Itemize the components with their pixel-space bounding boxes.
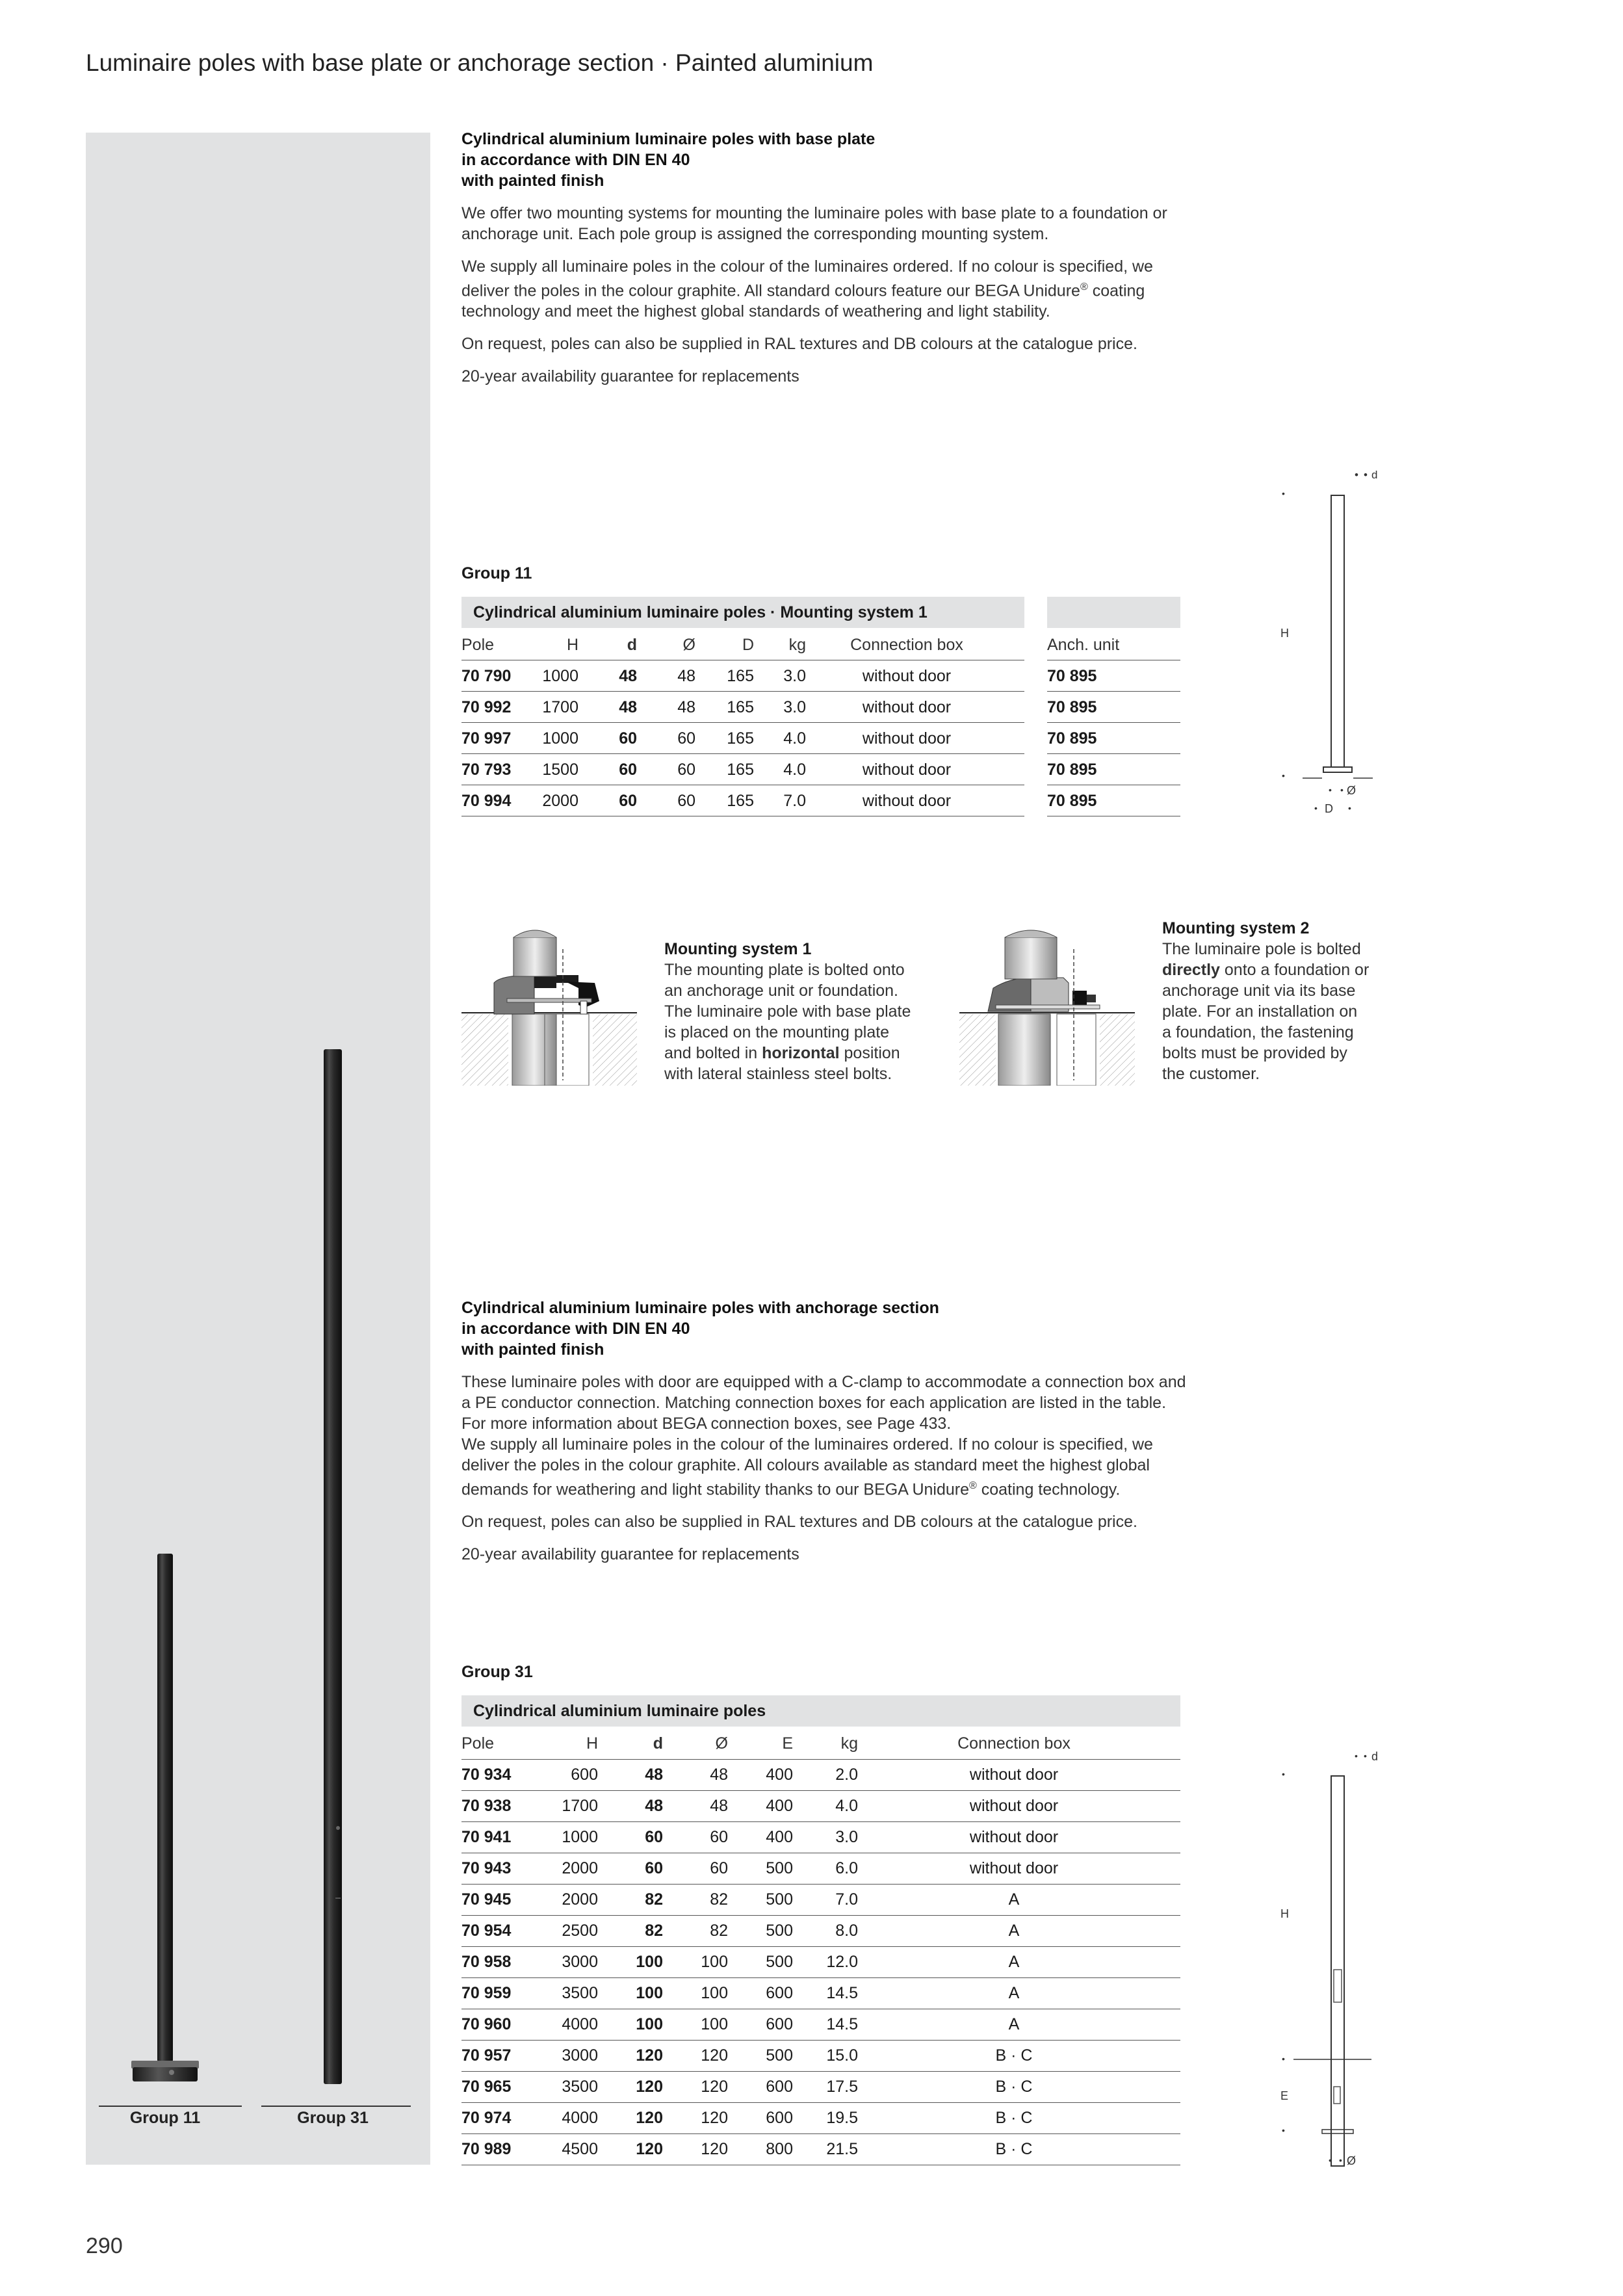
cell-e: E	[782, 1734, 793, 1753]
cell-box: without door	[862, 792, 952, 810]
cell-e: 500	[766, 1922, 793, 1940]
cell-D: 165	[727, 761, 754, 779]
table-row	[461, 723, 1180, 754]
section1-heading: Cylindrical aluminium luminaire poles with base plate in accordance with DIN EN 40 with painted finish	[461, 130, 876, 190]
group11-label: Group 11	[461, 564, 532, 582]
table-row	[461, 692, 1180, 723]
cell-h: 2000	[562, 1890, 598, 1909]
cell-o: Ø	[682, 636, 695, 654]
cell-kg: 3.0	[783, 698, 806, 716]
mounting-system-2-drawing	[959, 910, 1135, 1086]
table-row	[461, 1915, 1180, 1947]
cell-d: d	[627, 636, 637, 654]
cell-pole: 70 974	[461, 2109, 512, 2127]
svg-text:•: •	[1348, 803, 1351, 813]
group11-caption: Group 11	[129, 2109, 201, 2127]
cell-box: A	[1008, 1922, 1020, 1940]
section1-text: We offer two mounting systems for mounting the luminaire poles with base plate to a foundation or anchorage unit. Each pole group is assigned the corresponding mounting system. We supply all luminaire poles in the colour of the luminaires ordered. If no colour is specified, we deliver the poles in the colour graphite. All standard colours feature our BEGA Unidure® coating technology and meet the highest global standards of weathering and light stability. On request, poles can also be supplied in RAL textures and DB colours at the catalogue price. 20-year availability guarantee for replacements	[461, 204, 1167, 386]
svg-text:•: •	[1282, 1769, 1285, 1779]
cell-o: 60	[677, 729, 695, 748]
cell-kg: 4.0	[783, 729, 806, 748]
g31-dim-h: H	[1280, 1907, 1289, 1920]
cell-anch: 70 895	[1047, 792, 1097, 810]
cell-d: 120	[636, 2078, 663, 2096]
cell-o: 120	[701, 2078, 728, 2096]
mounting-system-1-text: Mounting system 1 The mounting plate is bolted onto an anchorage unit or foundation. The luminaire pole with base plate is placed on the mounting plate and bolted in horizontal position with lateral stainless steel bolts.	[664, 940, 911, 1083]
cell-D: D	[742, 636, 754, 654]
cell-kg: 14.5	[826, 2015, 858, 2033]
cell-d: 82	[645, 1890, 663, 1909]
cell-h: 2000	[562, 1859, 598, 1877]
cell-kg: 3.0	[835, 1828, 858, 1846]
cell-h: 4000	[562, 2015, 598, 2033]
cell-kg: 8.0	[835, 1922, 858, 1940]
group31-dimension-diagram	[1274, 1736, 1391, 2178]
cell-box: without door	[862, 729, 952, 748]
table-row	[461, 2102, 1180, 2134]
svg-text:•: •	[1355, 1751, 1358, 1761]
cell-box: A	[1008, 1984, 1020, 2002]
cell-h: 4000	[562, 2109, 598, 2127]
cell-h: 1000	[542, 667, 578, 685]
cell-d: 60	[619, 729, 637, 748]
cell-pole: 70 960	[461, 2015, 512, 2033]
cell-D: 165	[727, 729, 754, 748]
cell-o: 48	[710, 1766, 728, 1784]
cell-box: A	[1008, 1890, 1020, 1909]
cell-h: 3500	[562, 1984, 598, 2002]
cell-anch: 70 895	[1047, 729, 1097, 748]
cell-o: 60	[677, 792, 695, 810]
cell-o: 82	[710, 1890, 728, 1909]
cell-e: 400	[766, 1797, 793, 1815]
cell-D: 165	[727, 792, 754, 810]
cell-box: without door	[969, 1859, 1059, 1877]
cell-o: 82	[710, 1922, 728, 1940]
cell-pole: 70 959	[461, 1984, 512, 2002]
svg-text:•: •	[1329, 785, 1332, 795]
group11-header-row	[461, 629, 1180, 660]
cell-box: without door	[969, 1828, 1059, 1846]
page-title: Luminaire poles with base plate or anchorage section · Painted aluminium	[86, 49, 874, 76]
group11-dimension-diagram	[1274, 455, 1391, 819]
cell-e: 500	[766, 2046, 793, 2065]
pole-illustrations	[86, 133, 430, 2165]
table-row	[461, 2071, 1180, 2103]
cell-d: 48	[619, 698, 637, 716]
cell-kg: kg	[840, 1734, 858, 1753]
cell-pole: 70 938	[461, 1797, 512, 1815]
cell-pole: 70 989	[461, 2140, 512, 2158]
cell-kg: 4.0	[783, 761, 806, 779]
group31-pole-image	[324, 1049, 342, 2084]
group11-pole-image	[131, 1554, 199, 2081]
cell-d: 100	[636, 1984, 663, 2002]
cell-o: 120	[701, 2140, 728, 2158]
table-row	[461, 2009, 1180, 2041]
cell-o: 48	[677, 698, 695, 716]
cell-h: H	[586, 1734, 598, 1753]
cell-pole: 70 994	[461, 792, 512, 810]
mounting-system-1-drawing	[461, 910, 637, 1086]
table-row	[461, 1946, 1180, 1978]
cell-d: 100	[636, 2015, 663, 2033]
cell-d: 48	[645, 1766, 663, 1784]
g31-dim-d: d	[1371, 1750, 1379, 1763]
cell-o: 120	[701, 2109, 728, 2127]
cell-d: 120	[636, 2046, 663, 2065]
cell-e: 600	[766, 2015, 793, 2033]
g11-dim-h: H	[1280, 627, 1289, 640]
page-number: 290	[86, 2234, 123, 2258]
cell-h: 1700	[562, 1797, 598, 1815]
cell-box: B · C	[995, 2046, 1033, 2065]
group11-anch-header-bg	[1047, 597, 1180, 628]
svg-text:•: •	[1364, 1751, 1367, 1761]
cell-o: 100	[701, 2015, 728, 2033]
cell-box: without door	[969, 1766, 1059, 1784]
cell-kg: 7.0	[783, 792, 806, 810]
cell-anch: 70 895	[1047, 698, 1097, 716]
side-panel	[86, 133, 430, 2165]
svg-text:•: •	[1340, 785, 1344, 795]
g11-dim-d: d	[1371, 469, 1378, 481]
group11-table-title: Cylindrical aluminium luminaire poles · Mounting system 1	[461, 597, 1024, 628]
cell-kg: 4.0	[835, 1797, 858, 1815]
g31-dim-e: E	[1280, 2089, 1289, 2102]
table-row	[461, 1821, 1180, 1853]
cell-h: 2000	[542, 792, 578, 810]
cell-d: 60	[619, 792, 637, 810]
cell-pole: Pole	[461, 1734, 495, 1753]
cell-pole: Pole	[461, 636, 495, 654]
cell-e: 800	[766, 2140, 793, 2158]
svg-text:•: •	[1282, 488, 1285, 499]
cell-pole: 70 965	[461, 2078, 512, 2096]
cell-box: without door	[862, 667, 952, 685]
cell-d: 60	[619, 761, 637, 779]
cell-e: 500	[766, 1890, 793, 1909]
cell-box: without door	[862, 761, 952, 779]
svg-text:•: •	[1282, 2125, 1285, 2135]
svg-text:•: •	[1282, 2054, 1285, 2064]
cell-h: 4500	[562, 2140, 598, 2158]
cell-box: A	[1008, 2015, 1020, 2033]
cell-box: B · C	[995, 2140, 1033, 2158]
cell-pole: 70 945	[461, 1890, 512, 1909]
cell-h: 2500	[562, 1922, 598, 1940]
cell-o: 48	[710, 1797, 728, 1815]
svg-text:•: •	[1314, 803, 1318, 813]
cell-o: 48	[677, 667, 695, 685]
cell-pole: 70 992	[461, 698, 512, 716]
cell-o: 100	[701, 1984, 728, 2002]
cell-anch: Anch. unit	[1047, 636, 1120, 654]
cell-kg: 19.5	[826, 2109, 858, 2127]
table-row	[461, 2040, 1180, 2072]
cell-o: 120	[701, 2046, 728, 2065]
cell-anch: 70 895	[1047, 761, 1097, 779]
cell-e: 600	[766, 1984, 793, 2002]
cell-h: 3000	[562, 1953, 598, 1971]
cell-h: 3500	[562, 2078, 598, 2096]
cell-pole: 70 954	[461, 1922, 512, 1940]
cell-d: 60	[645, 1828, 663, 1846]
cell-kg: 2.0	[835, 1766, 858, 1784]
table-row	[461, 1853, 1180, 1885]
cell-d: 60	[645, 1859, 663, 1877]
cell-kg: 17.5	[826, 2078, 858, 2096]
cell-e: 500	[766, 1859, 793, 1877]
cell-pole: 70 790	[461, 667, 512, 685]
cell-box: without door	[862, 698, 952, 716]
cell-e: 600	[766, 2109, 793, 2127]
table-row	[461, 785, 1180, 816]
cell-o: 60	[677, 761, 695, 779]
cell-box: B · C	[995, 2109, 1033, 2127]
table-row	[461, 1884, 1180, 1916]
cell-D: 165	[727, 698, 754, 716]
cell-d: 100	[636, 1953, 663, 1971]
g11-dim-o: Ø	[1347, 784, 1357, 797]
cell-box: without door	[969, 1797, 1059, 1815]
table-row	[461, 1790, 1180, 1822]
group31-table-title: Cylindrical aluminium luminaire poles	[461, 1695, 1180, 1727]
cell-d: 48	[645, 1797, 663, 1815]
cell-kg: 12.0	[826, 1953, 858, 1971]
svg-text:•: •	[1329, 2155, 1332, 2165]
cell-pole: 70 997	[461, 729, 512, 748]
cell-h: 1000	[542, 729, 578, 748]
mounting-system-2-text: Mounting system 2 The luminaire pole is bolted directly onto a foundation or anchorage unit via its base plate. For an installation on a foundation, the fastening bolts must be provided by the customer.	[1162, 919, 1370, 1083]
cell-d: 82	[645, 1922, 663, 1940]
table-row	[461, 660, 1180, 692]
cell-h: 1500	[542, 761, 578, 779]
g11-dim-D: D	[1325, 802, 1333, 815]
svg-text:•: •	[1339, 2155, 1342, 2165]
cell-kg: kg	[788, 636, 806, 654]
cell-D: 165	[727, 667, 754, 685]
section2-text: These luminaire poles with door are equipped with a C-clamp to accommodate a connection box and a PE conductor connection. Matching connection boxes for each application are listed in the table. For more information about BEGA connection boxes, see Page 433. We supply all luminaire poles in the colour of the luminaires ordered. If no colour is specified, we deliver the poles in the colour graphite. All colours available as standard meet the highest global demands for weathering and light stability thanks to our BEGA Unidure® coating technology. On request, poles can also be supplied in RAL textures and DB colours at the catalogue price. 20-year availability guarantee for replacements	[461, 1373, 1186, 1564]
cell-pole: 70 943	[461, 1859, 512, 1877]
cell-o: 100	[701, 1953, 728, 1971]
cell-d: d	[653, 1734, 663, 1753]
cell-h: 3000	[562, 2046, 598, 2065]
cell-anch: 70 895	[1047, 667, 1097, 685]
cell-o: 60	[710, 1828, 728, 1846]
svg-text:•: •	[1282, 770, 1285, 781]
cell-o: 60	[710, 1859, 728, 1877]
table-row	[461, 1977, 1180, 2009]
cell-pole: 70 934	[461, 1766, 512, 1784]
cell-kg: 3.0	[783, 667, 806, 685]
cell-pole: 70 958	[461, 1953, 512, 1971]
table-row	[461, 754, 1180, 785]
cell-pole: 70 793	[461, 761, 512, 779]
cell-d: 48	[619, 667, 637, 685]
cell-e: 600	[766, 2078, 793, 2096]
cell-kg: 6.0	[835, 1859, 858, 1877]
cell-box: A	[1008, 1953, 1020, 1971]
cell-e: 400	[766, 1828, 793, 1846]
cell-d: 120	[636, 2140, 663, 2158]
cell-o: Ø	[715, 1734, 728, 1753]
cell-box: B · C	[995, 2078, 1033, 2096]
cell-kg: 7.0	[835, 1890, 858, 1909]
cell-e: 400	[766, 1766, 793, 1784]
cell-kg: 15.0	[826, 2046, 858, 2065]
cell-h: 600	[571, 1766, 598, 1784]
cell-e: 500	[766, 1953, 793, 1971]
cell-h: 1700	[542, 698, 578, 716]
svg-text:•: •	[1355, 469, 1358, 481]
cell-box: Connection box	[957, 1734, 1071, 1753]
table-row	[461, 1759, 1180, 1791]
cell-h: 1000	[562, 1828, 598, 1846]
group31-caption: Group 31	[297, 2109, 369, 2127]
cell-pole: 70 941	[461, 1828, 512, 1846]
cell-box: Connection box	[850, 636, 963, 654]
cell-pole: 70 957	[461, 2046, 512, 2065]
group31-header-row	[461, 1728, 1180, 1760]
cell-h: H	[566, 636, 578, 654]
table-row	[461, 2133, 1180, 2165]
g31-dim-o: Ø	[1347, 2154, 1357, 2167]
cell-kg: 21.5	[826, 2140, 858, 2158]
section2-heading: Cylindrical aluminium luminaire poles with anchorage section in accordance with DIN EN 40 with painted finish	[461, 1299, 939, 1359]
svg-text:•: •	[1364, 469, 1368, 481]
cell-d: 120	[636, 2109, 663, 2127]
cell-kg: 14.5	[826, 1984, 858, 2002]
group31-label: Group 31	[461, 1663, 533, 1681]
